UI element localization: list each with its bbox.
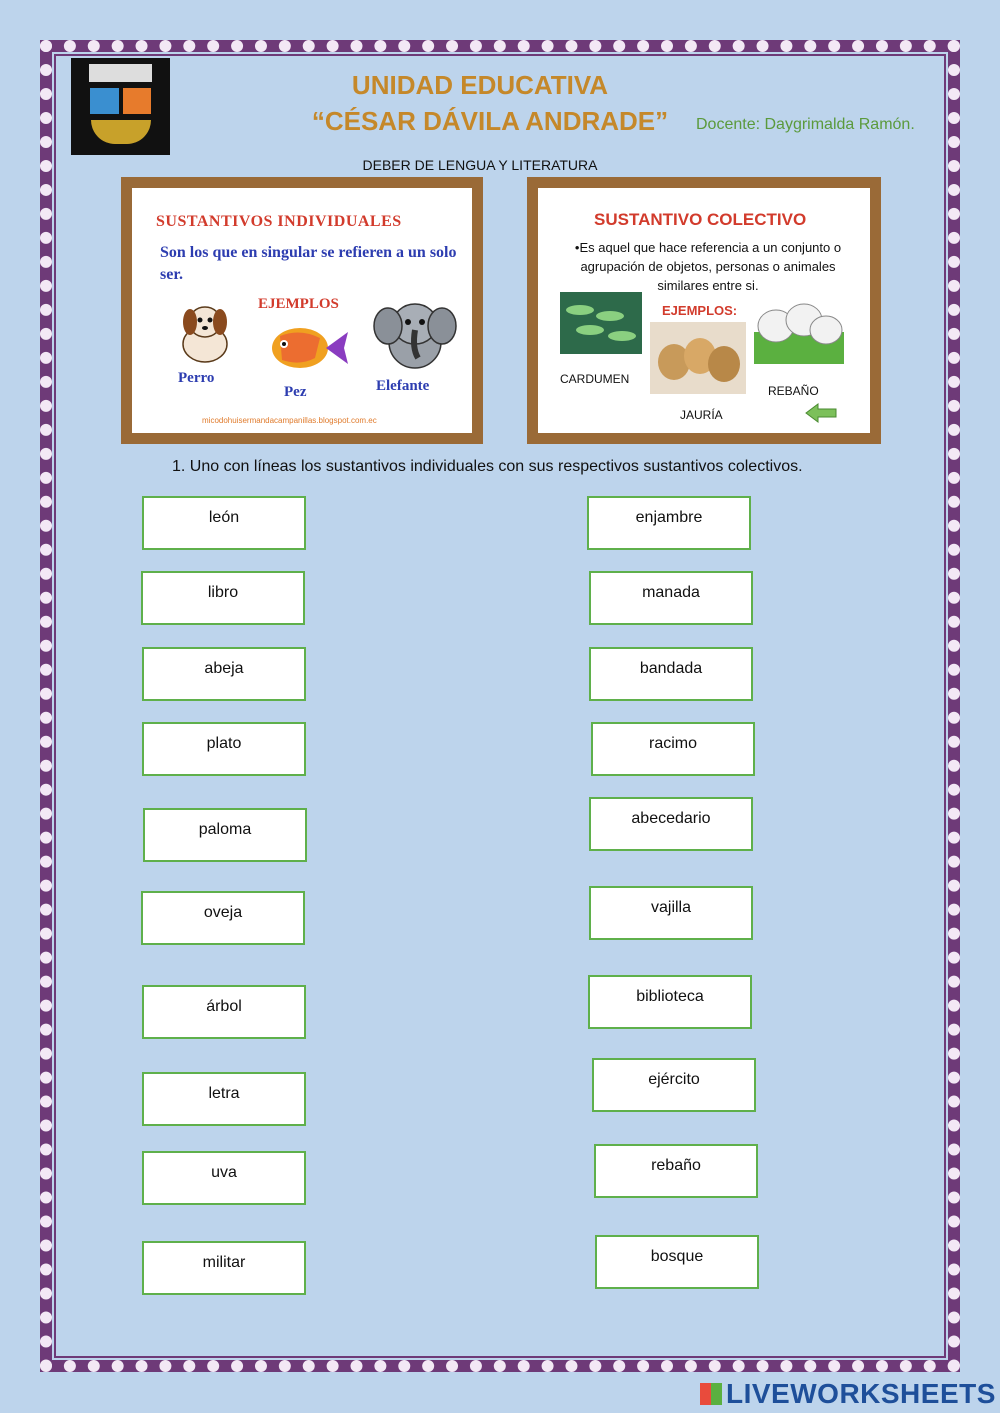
collective-noun-box[interactable] [592,1058,756,1112]
puppies-image [650,322,746,394]
assignment-subject: DEBER DE LENGUA Y LITERATURA [362,157,598,173]
individual-nouns-card [121,177,483,444]
brand-text: LIVEWORKSHEETS [726,1378,996,1409]
individual-noun-box[interactable] [142,647,306,701]
example-label: REBAÑO [768,384,819,398]
word-label: vajilla [650,899,691,916]
word-label: abecedario [631,810,711,827]
collective-noun-box[interactable] [589,886,753,940]
collective-nouns-card [527,177,881,444]
example-label: JAURÍA [680,408,723,422]
individual-noun-box[interactable] [142,1241,306,1295]
word-label: biblioteca [636,988,704,1005]
individual-noun-box[interactable] [143,808,307,862]
individual-noun-box[interactable] [142,496,306,550]
collective-noun-box[interactable] [589,571,753,625]
word-label: uva [211,1164,237,1181]
word-label: árbol [206,998,242,1015]
word-label: bandada [639,660,703,677]
example-label: CARDUMEN [560,372,630,386]
word-label: león [208,509,240,526]
card-definition: Son los que en singular se refieren a un solo ser. [160,244,457,283]
collective-noun-box[interactable] [587,496,751,550]
examples-label: EJEMPLOS [258,296,339,312]
card-heading: SUSTANTIVO COLECTIVO [594,210,807,229]
sheep-flock-image [754,292,844,364]
word-label: plato [206,735,242,752]
elephant-image [370,292,460,374]
school-logo [71,58,170,155]
individual-noun-box[interactable] [141,891,305,945]
individual-noun-box[interactable] [142,985,306,1039]
word-label: oveja [203,904,243,921]
example-label: Elefante [376,378,430,394]
example-label: Perro [178,370,215,386]
word-label: ejército [648,1071,700,1088]
source-url: micodohuisermandacampanillas.blogspot.com.ec [202,416,377,425]
card-definition: •Es aquel que hace referencia a un conjunto o agrupación de objetos, personas o animales similares entre si. [574,240,842,293]
word-label: letra [208,1085,240,1102]
live-icon [700,1383,722,1405]
individual-noun-box[interactable] [142,722,306,776]
teacher-name: Docente: Daygrimalda Ramón. [696,116,915,133]
word-label: abeja [204,660,244,677]
exercise-instruction: 1. Uno con líneas los sustantivos individuales con sus respectivos sustantivos colectivos. [172,458,803,475]
word-label: libro [207,584,239,601]
collective-noun-box[interactable] [588,975,752,1029]
collective-noun-box[interactable] [589,647,753,701]
word-label: manada [642,584,700,601]
fish-school-image [560,292,642,354]
collective-noun-box[interactable] [594,1144,758,1198]
individual-noun-box[interactable] [142,1151,306,1205]
word-label: militar [202,1254,246,1271]
individual-noun-box[interactable] [141,571,305,625]
example-label: Pez [284,384,307,400]
school-name: “CÉSAR DÁVILA ANDRADE” [311,106,669,136]
word-label: paloma [198,821,252,838]
arrow-left-icon [804,402,838,424]
fish-image [260,318,350,378]
individual-noun-box[interactable] [142,1072,306,1126]
word-label: enjambre [635,509,703,526]
collective-noun-box[interactable] [591,722,755,776]
collective-noun-box[interactable] [589,797,753,851]
word-label: bosque [650,1248,704,1265]
school-title: UNIDAD EDUCATIVA [351,70,609,100]
dog-image [167,296,242,371]
word-label: racimo [648,735,697,752]
word-label: rebaño [651,1157,701,1174]
card-heading: SUSTANTIVOS INDIVIDUALES [156,213,402,230]
collective-noun-box[interactable] [595,1235,759,1289]
liveworksheets-logo [700,1378,996,1410]
examples-label: EJEMPLOS: [662,303,738,318]
